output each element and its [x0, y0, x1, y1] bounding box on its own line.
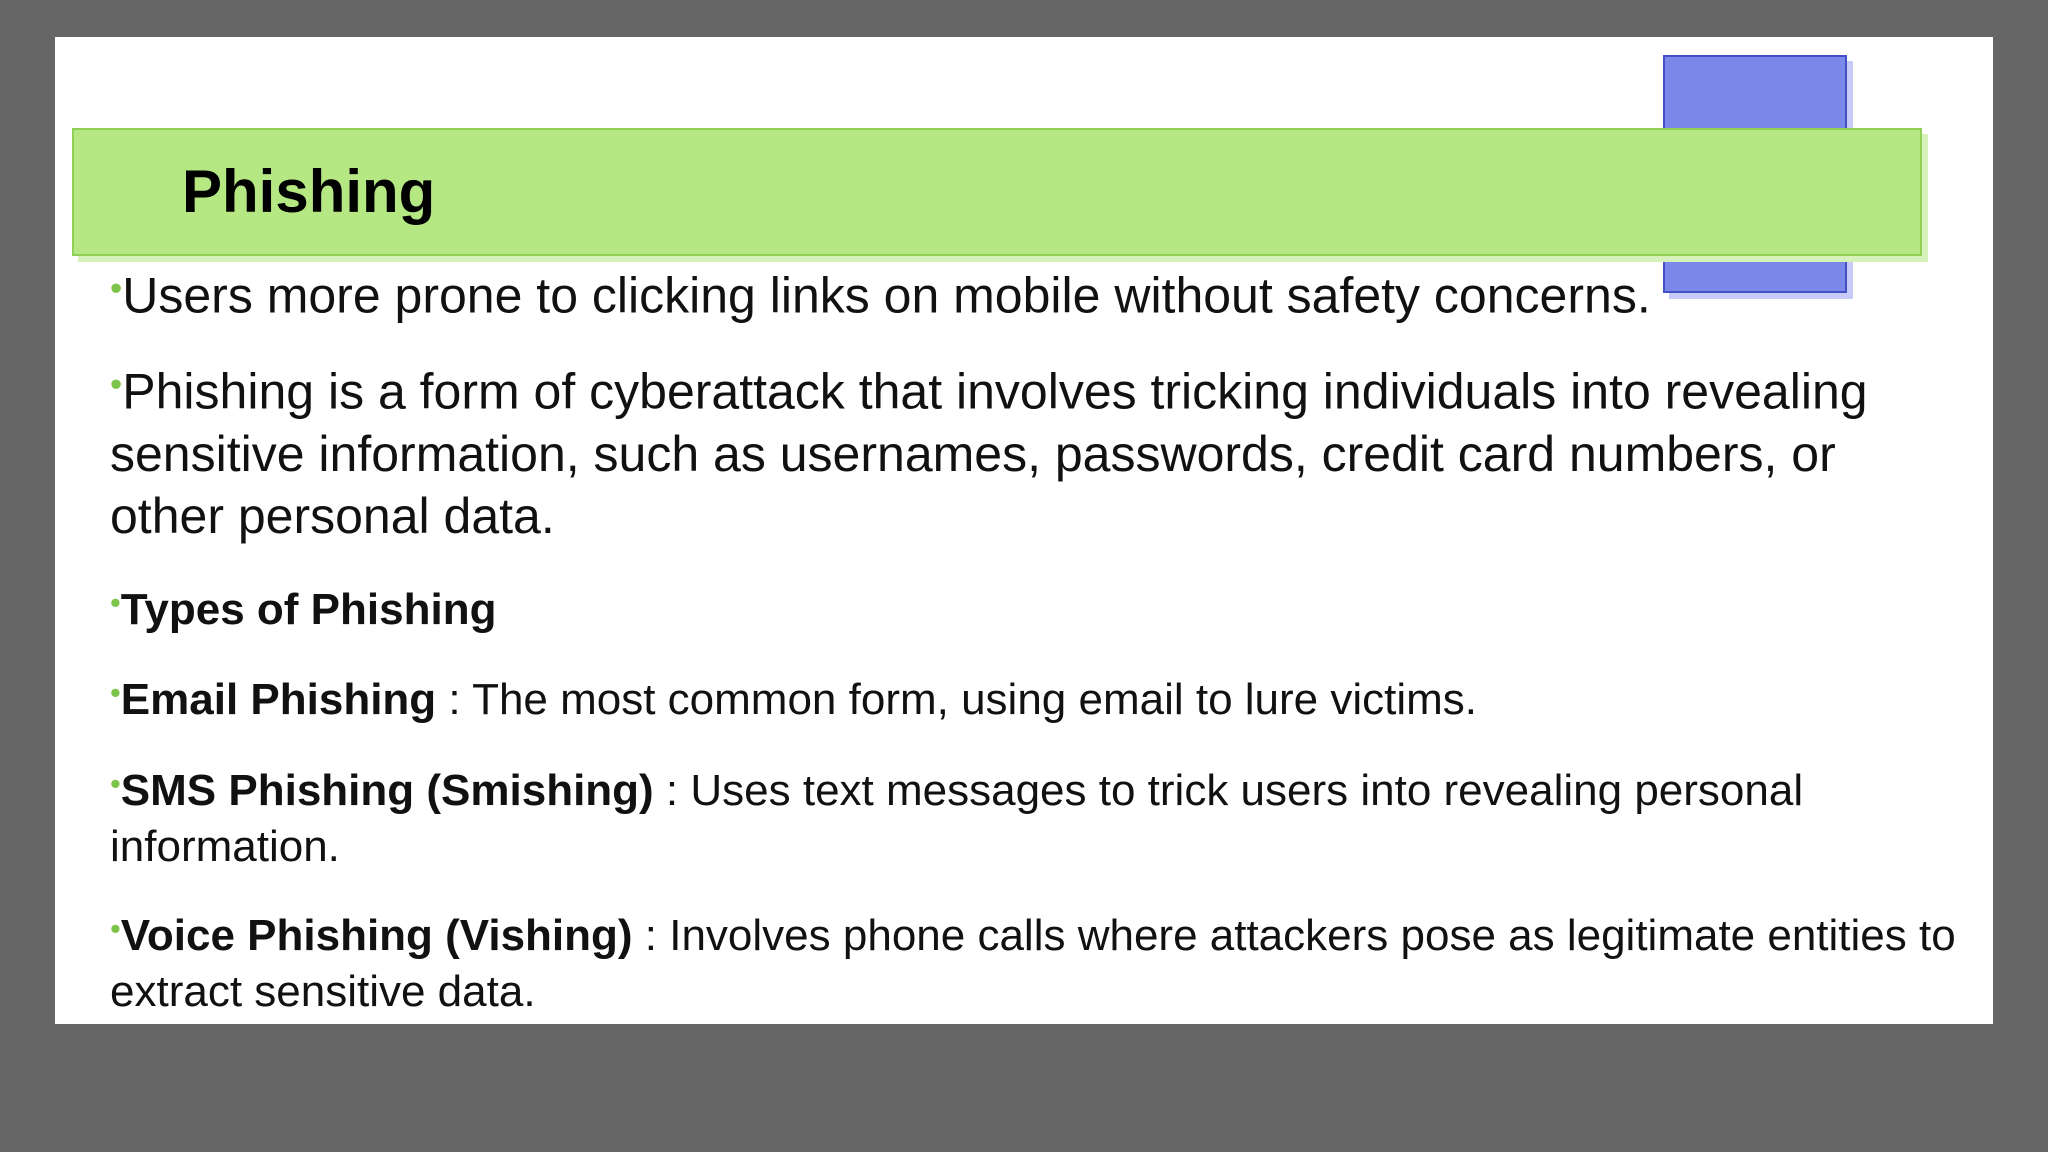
bullet-text: : Uses text messages to trick users into revealing personal information.: [110, 765, 1804, 871]
bullet-icon: •: [110, 910, 121, 946]
bullet-icon: •: [110, 584, 121, 620]
bullet-types-heading: [110, 575, 1960, 638]
bullet-icon: •: [110, 365, 123, 405]
title-banner: [72, 128, 1922, 256]
bullet-icon: •: [110, 675, 121, 711]
bullet-bold-text: SMS Phishing (Smishing): [120, 765, 654, 815]
slide-title: Phishing: [182, 158, 436, 225]
bullet-bold-text: Voice Phishing (Vishing): [120, 910, 633, 960]
bullet-text: : Involves phone calls where attackers pose as legitimate entities to extract sensitive data.: [110, 910, 1956, 1016]
bullet-sms-phishing: [110, 756, 1960, 875]
bullet-text: Users more prone to clicking links on mobile without safety concerns.: [122, 267, 1651, 324]
bullet-icon: •: [110, 766, 121, 802]
bullet-text: Phishing is a form of cyberattack that involves tricking individuals into revealing sensitive information, such as usernames, passwords, credit card numbers, or other personal data.: [110, 363, 1868, 544]
bullet-email-phishing: [110, 665, 1960, 728]
bullet-mobile-links: [110, 258, 1960, 326]
bullet-phishing-definition: [110, 354, 1960, 546]
bullet-icon: •: [110, 269, 123, 308]
bullet-bold-text: Types of Phishing: [120, 584, 497, 634]
bullet-bold-text: Email Phishing: [120, 675, 437, 725]
bullet-voice-phishing: [110, 901, 1960, 1020]
slide-content: [110, 258, 1960, 1020]
bullet-text: : The most common form, using email to lure victims.: [436, 675, 1478, 725]
